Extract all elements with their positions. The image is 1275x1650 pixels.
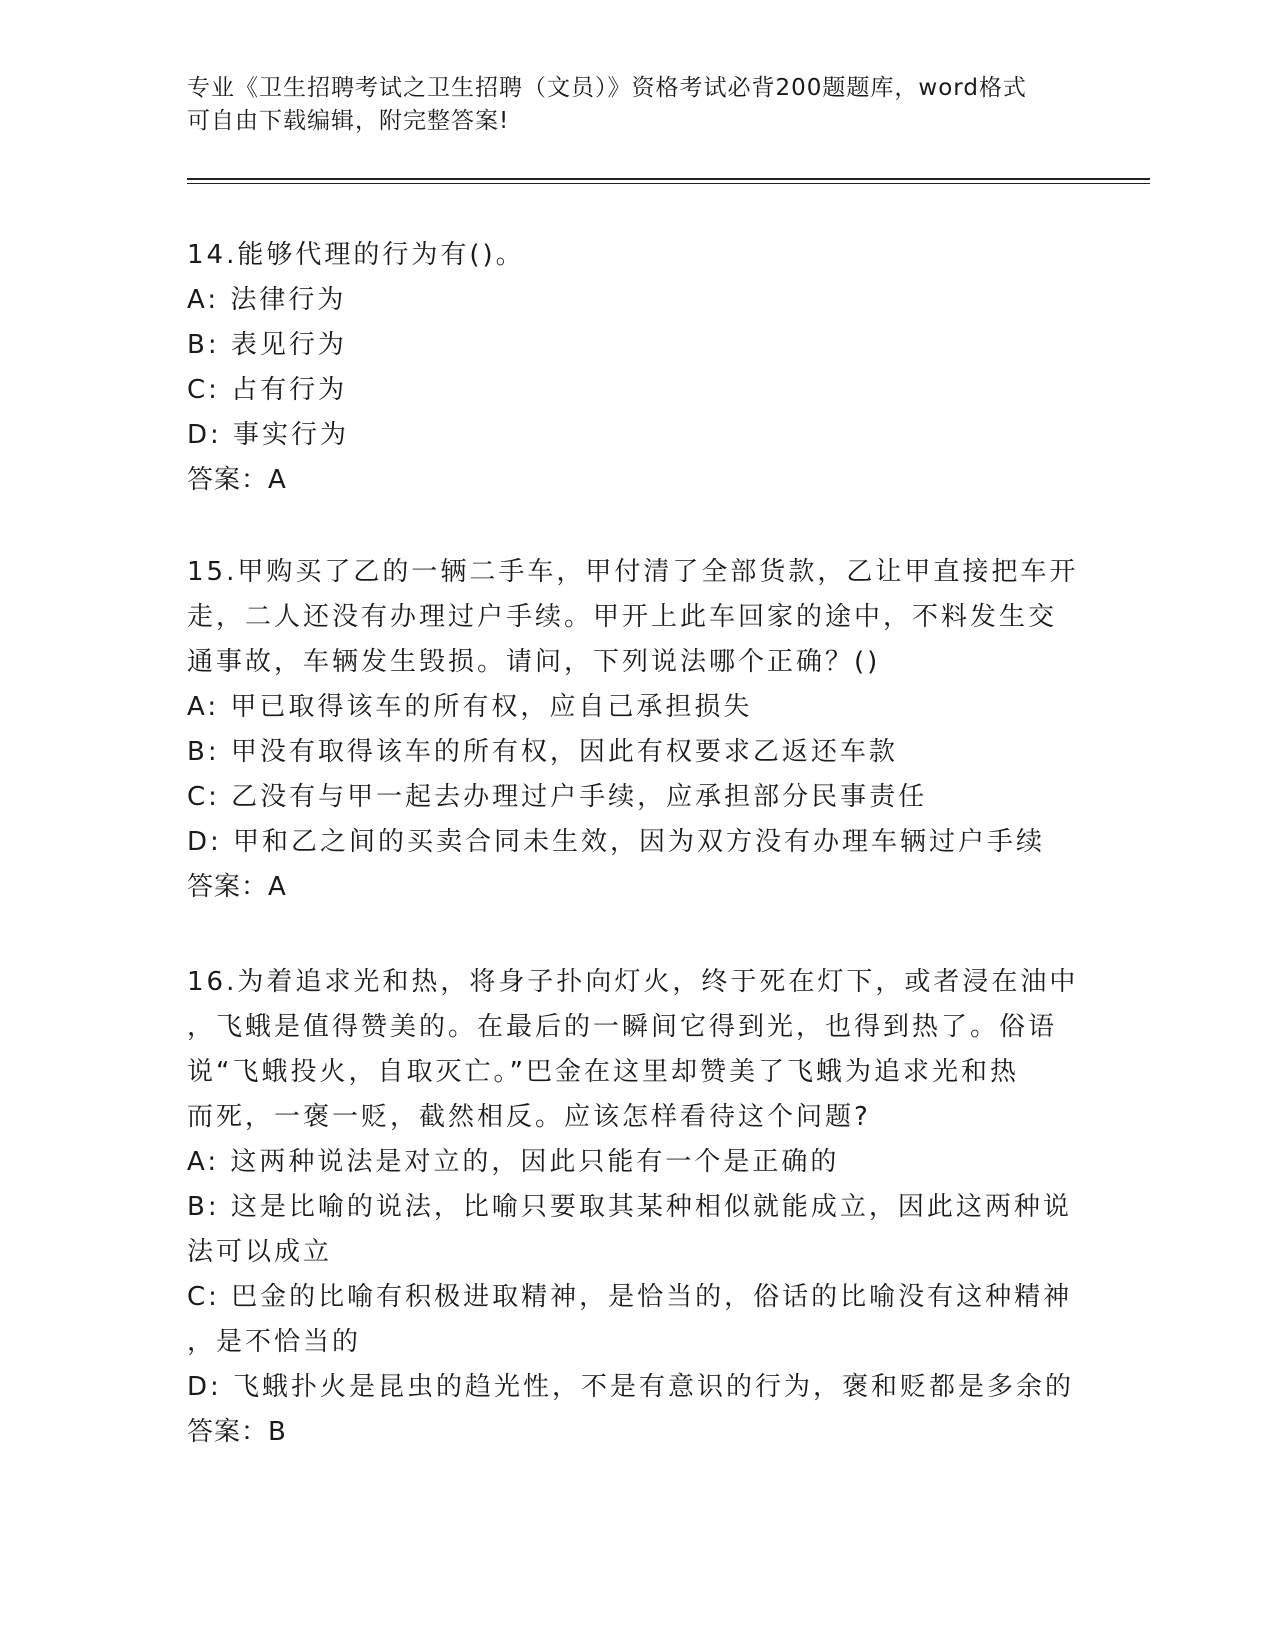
option-c-continued: ，是不恰当的 — [187, 1327, 362, 1357]
option-b: B: 表见行为 — [187, 330, 347, 360]
option-c: C: 乙没有与甲一起去办理过户手续，应承担部分民事责任 — [187, 782, 928, 812]
header-line-1: 专业《卫生招聘考试之卫生招聘（文员）》资格考试必背200题题库，word格式 — [187, 75, 1027, 101]
option-d: D: 飞蛾扑火是昆虫的趋光性，不是有意识的行为，褒和贬都是多余的 — [187, 1372, 1075, 1402]
option-a: A: 法律行为 — [187, 285, 347, 315]
answer-line: 答案：B — [187, 1417, 287, 1447]
question-16 — [187, 960, 1079, 1455]
question-14 — [187, 233, 1067, 503]
option-d: D: 事实行为 — [187, 420, 350, 450]
answer-line: 答案：A — [187, 872, 287, 902]
option-b-continued: 法可以成立 — [187, 1237, 333, 1267]
question-stem-line: 说“飞蛾投火，自取灭亡。”巴金在这里却赞美了飞蛾为追求光和热 — [187, 1057, 1019, 1087]
header-line-2: 可自由下载编辑，附完整答案! — [187, 108, 510, 134]
question-stem-line: 16.为着追求光和热，将身子扑向灯火，终于死在灯下，或者浸在油中 — [187, 967, 1079, 997]
question-stem-line: 而死，一褒一贬，截然相反。应该怎样看待这个问题? — [187, 1102, 871, 1132]
option-c: C: 巴金的比喻有积极进取精神，是恰当的，俗话的比喻没有这种精神 — [187, 1282, 1073, 1312]
answer-line: 答案：A — [187, 465, 287, 495]
question-15 — [187, 550, 1079, 910]
question-stem-line: 走，二人还没有办理过户手续。甲开上此车回家的途中，不料发生交 — [187, 602, 1058, 632]
option-c: C: 占有行为 — [187, 375, 348, 405]
question-stem-line: 15.甲购买了乙的一辆二手车，甲付清了全部货款，乙让甲直接把车开 — [187, 557, 1079, 587]
question-stem-line: ，飞蛾是值得赞美的。在最后的一瞬间它得到光，也得到热了。俗语 — [187, 1012, 1058, 1042]
question-stem-line: 14.能够代理的行为有()。 — [187, 240, 525, 270]
document-header — [187, 72, 1067, 138]
option-b: B: 甲没有取得该车的所有权，因此有权要求乙返还车款 — [187, 737, 898, 767]
question-stem-line: 通事故，车辆发生毁损。请问，下列说法哪个正确？() — [187, 647, 881, 677]
option-a: A: 甲已取得该车的所有权，应自己承担损失 — [187, 692, 753, 722]
option-d: D: 甲和乙之间的买卖合同未生效，因为双方没有办理车辆过户手续 — [187, 827, 1046, 857]
option-a: A: 这两种说法是对立的，因此只能有一个是正确的 — [187, 1147, 840, 1177]
option-b: B: 这是比喻的说法，比喻只要取其某种相似就能成立，因此这两种说 — [187, 1192, 1072, 1222]
header-double-rule — [187, 178, 1150, 184]
